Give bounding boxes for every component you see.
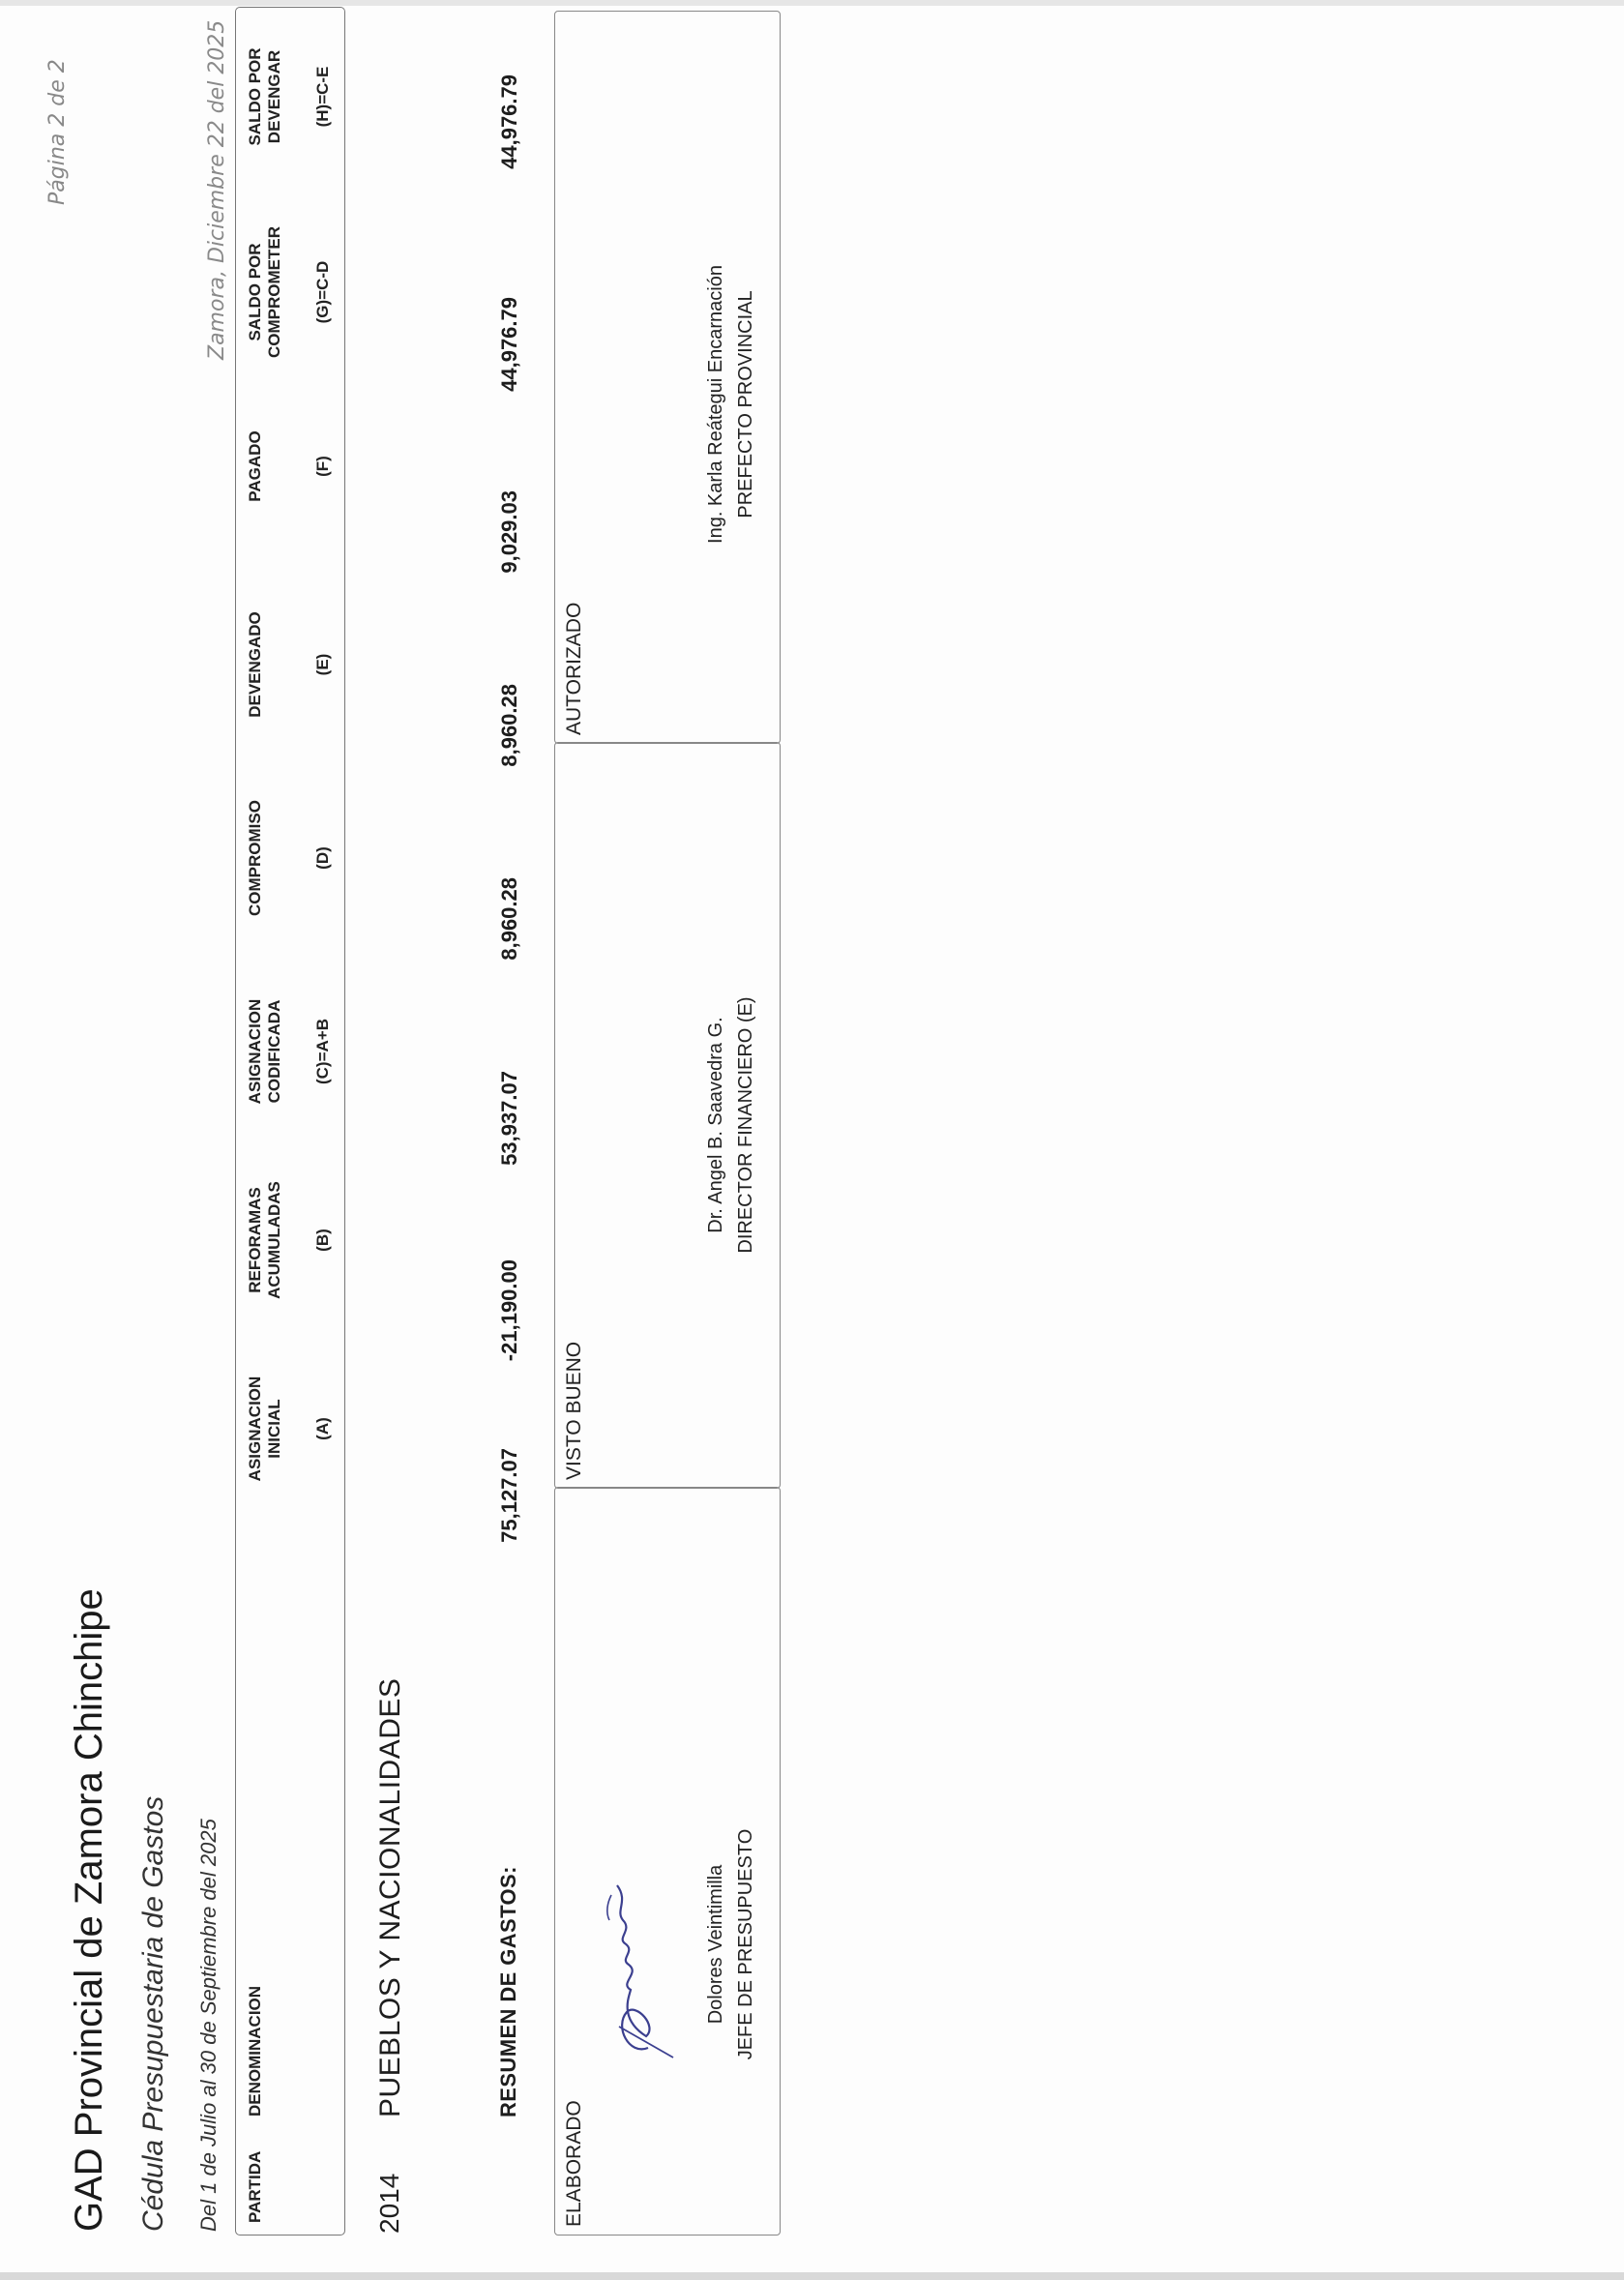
- autorizado-name: Ing. Karla Reátegui Encarnación: [705, 265, 726, 544]
- signature-box-autorizado: [554, 11, 781, 744]
- header-asignacion-inicial: ASIGNACION INICIAL (A): [246, 1376, 332, 1482]
- visto-bueno-name: Dr. Angel B. Saavedra G.: [705, 1017, 726, 1233]
- header-devengado: DEVENGADO (E): [246, 611, 332, 718]
- header-pagado: PAGADO (F): [246, 430, 332, 502]
- page-number: Página 2 de 2: [45, 59, 70, 205]
- header-reformas: REFORAMAS ACUMULADAS (B): [246, 1181, 332, 1299]
- header-codificada: ASIGNACION CODIFICADA (C)=A+B: [246, 998, 332, 1105]
- elaborado-name: Dolores Veintimilla: [705, 1864, 726, 2025]
- document-subtitle: Cédula Presupuestaria de Gastos: [137, 1795, 169, 2232]
- autorizado-role: PREFECTO PROVINCIAL: [735, 290, 756, 518]
- handwritten-signature: [590, 1862, 677, 2065]
- header-denominacion: DENOMINACION: [246, 1985, 264, 2117]
- summary-pagado: 9,029.03: [497, 490, 521, 574]
- report-date: Zamora, Diciembre 22 del 2025: [205, 19, 229, 360]
- partida-name: PUEBLOS Y NACIONALIDADES: [374, 1677, 406, 2117]
- summary-saldo-comprometer: 44,976.79: [497, 297, 521, 392]
- signature-box-visto-bueno: [554, 742, 781, 1489]
- header-compromiso: COMPROMISO (D): [246, 800, 332, 916]
- header-saldo-comprometer: SALDO POR COMPROMETER (G)=C-D: [246, 226, 332, 358]
- visto-bueno-role: DIRECTOR FINANCIERO (E): [735, 996, 756, 1254]
- summary-codificada: 53,937.07: [497, 1071, 521, 1166]
- org-title: GAD Provincial de Zamora Chinchipe: [68, 1588, 110, 2232]
- elaborado-label: ELABORADO: [563, 2100, 585, 2227]
- summary-reformas: -21,190.00: [497, 1259, 521, 1362]
- elaborado-role: JEFE DE PRESUPUESTO: [735, 1828, 756, 2060]
- summary-label: RESUMEN DE GASTOS:: [496, 1866, 520, 2117]
- partida-code: 2014: [374, 2173, 404, 2234]
- summary-asignacion-inicial: 75,127.07: [497, 1448, 521, 1543]
- visto-bueno-label: VISTO BUENO: [563, 1341, 585, 1480]
- table-header: [235, 7, 345, 2236]
- summary-devengado: 8,960.28: [497, 684, 521, 767]
- header-saldo-devengar: SALDO POR DEVENGAR (H)=C-E: [246, 47, 332, 146]
- signature-box-elaborado: [554, 1487, 781, 2236]
- autorizado-label: AUTORIZADO: [563, 602, 585, 735]
- summary-compromiso: 8,960.28: [497, 877, 521, 961]
- report-period: Del 1 de Julio al 30 de Septiembre del 2025: [196, 1819, 221, 2232]
- header-partida: PARTIDA: [246, 2150, 264, 2223]
- summary-saldo-devengar: 44,976.79: [497, 74, 521, 169]
